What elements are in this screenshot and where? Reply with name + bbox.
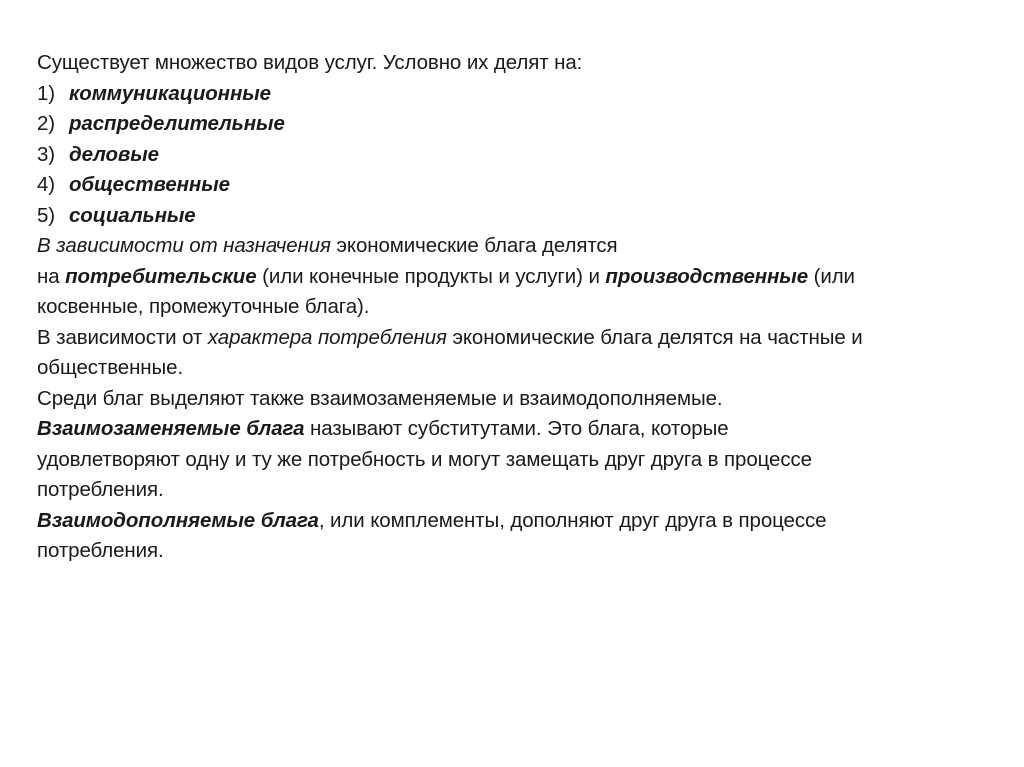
- complements-term: Взаимодополняемые блага: [37, 508, 319, 532]
- complements-line-1: [37, 506, 997, 537]
- purpose-italic-lead: В зависимости от назначения: [37, 234, 331, 257]
- service-label: коммуникационные: [69, 81, 271, 105]
- purpose-line-1: [37, 231, 997, 262]
- goods-types-line: Среди благ выделяют также взаимозаменяемые и взаимодополняемые.: [37, 386, 723, 410]
- service-label: деловые: [69, 142, 159, 166]
- substitutes-line-3: потребления.: [37, 478, 164, 501]
- purpose-text: на: [37, 264, 66, 288]
- service-label: распределительные: [69, 112, 285, 135]
- complements-line-2: потребления.: [37, 539, 164, 562]
- substitutes-line-2: удовлетворяют одну и ту же потребность и могут замещать друг друга в процессе: [37, 447, 812, 471]
- service-label: общественные: [69, 173, 230, 196]
- service-number: 2): [37, 112, 56, 135]
- service-item-3: [37, 140, 997, 171]
- consumption-text: В зависимости от: [37, 325, 208, 349]
- production-goods-term: производственные: [605, 264, 809, 288]
- purpose-line-2: [37, 262, 997, 293]
- service-number: 5): [37, 203, 56, 227]
- service-item-1: [37, 79, 997, 110]
- consumer-goods-term: потребительские: [65, 264, 257, 288]
- service-number: 4): [37, 173, 56, 196]
- intro-line: Существует множество видов услуг. Условно их делят на:: [37, 51, 583, 74]
- slide-body-text: [37, 48, 997, 567]
- purpose-text: экономические блага делятся: [330, 234, 618, 257]
- service-number: 3): [37, 142, 56, 166]
- purpose-text: (или: [808, 264, 855, 288]
- service-number: 1): [37, 81, 56, 105]
- consumption-line-1: [37, 323, 997, 354]
- consumption-line-2: общественные.: [37, 356, 184, 379]
- consumption-italic: характера потребления: [207, 325, 447, 349]
- complements-text: , или комплементы, дополняют друг друга в процессе: [318, 508, 827, 532]
- purpose-line-3: косвенные, промежуточные блага).: [37, 295, 370, 318]
- service-item-2: [37, 109, 997, 140]
- substitutes-line-1: [37, 414, 997, 445]
- service-item-5: [37, 201, 997, 232]
- purpose-text: (или конечные продукты и услуги) и: [256, 264, 606, 288]
- consumption-text: экономические блага делятся на частные и: [446, 325, 863, 349]
- substitutes-term: Взаимозаменяемые блага: [37, 417, 305, 440]
- service-label: социальные: [69, 203, 196, 227]
- substitutes-text: называют субститутами. Это блага, которые: [304, 417, 729, 440]
- service-item-4: [37, 170, 997, 201]
